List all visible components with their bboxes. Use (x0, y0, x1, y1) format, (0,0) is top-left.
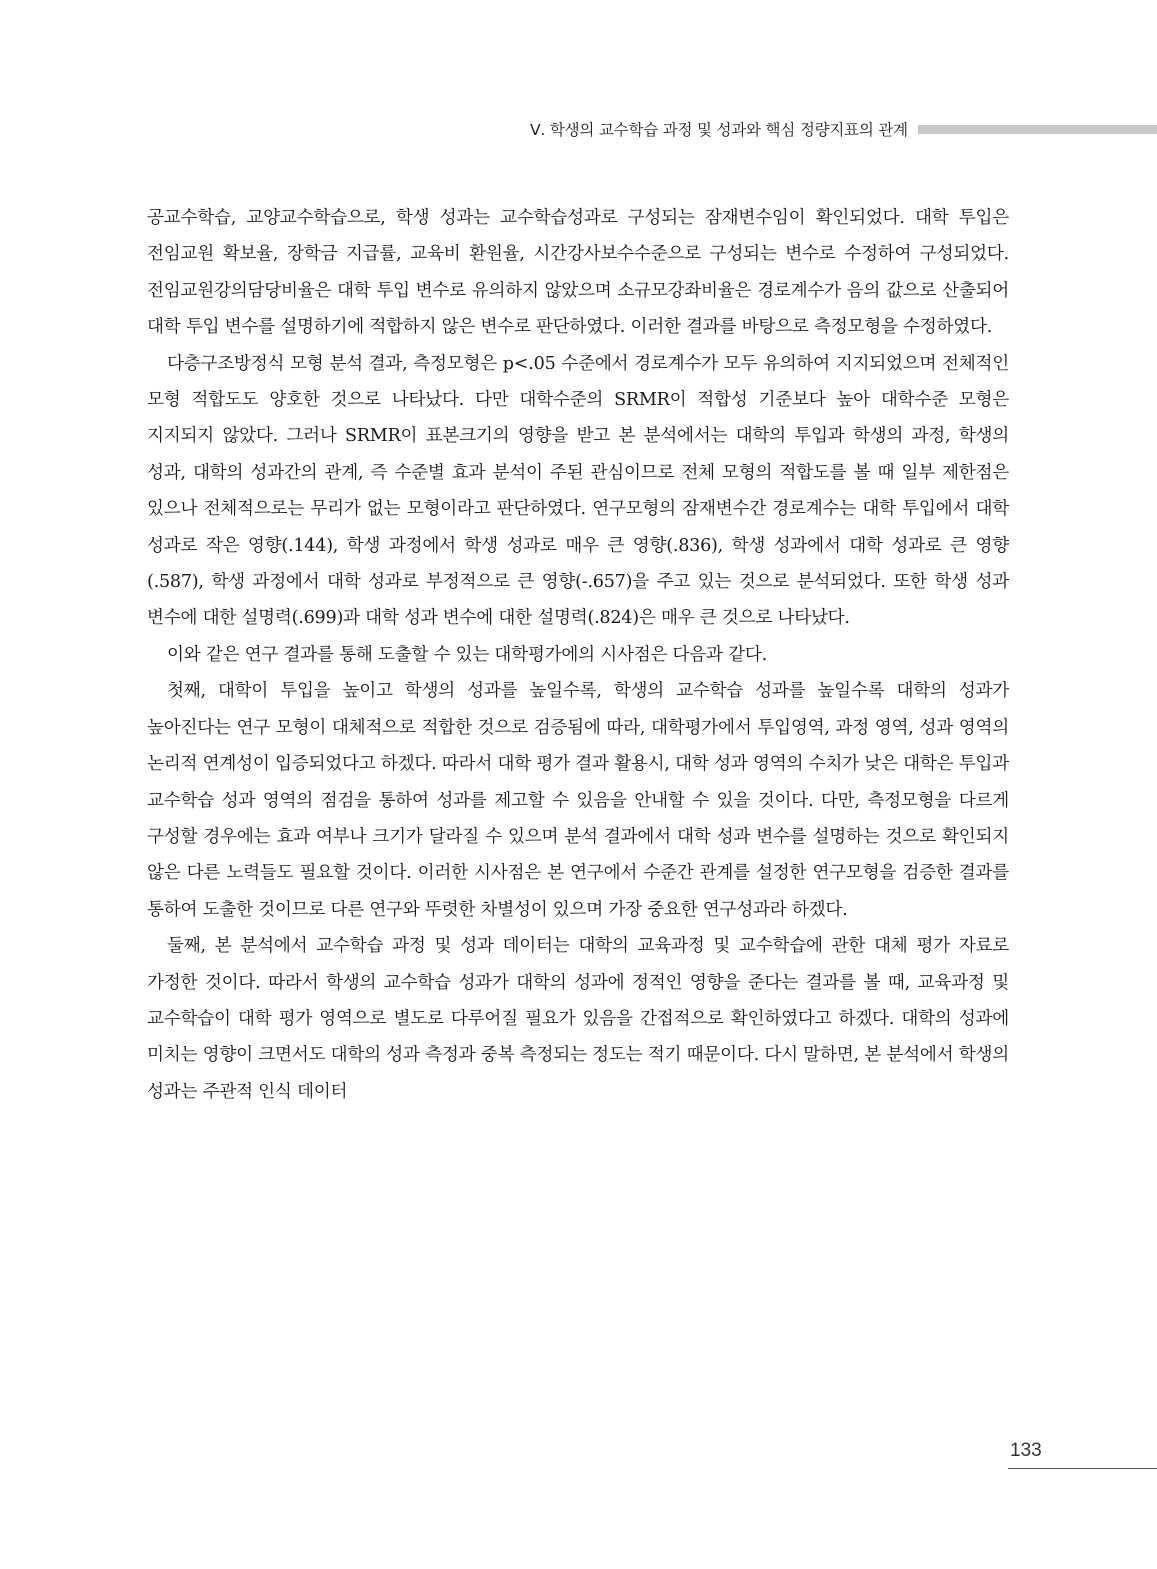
header-rule-bar (918, 125, 1157, 134)
running-header (530, 114, 1157, 144)
page-number: 133 (1008, 1438, 1157, 1469)
paragraph-implications-intro: 이와 같은 연구 결과를 통해 도출할 수 있는 대학평가에의 시사점은 다음과 같다. (167, 644, 767, 665)
paragraph-first-implication: 첫째, 대학이 투입을 높이고 학생의 성과를 높일수록, 학생의 교수학습 성과를 높일수록 대학의 성과가 높아진다는 연구 모형이 대체적으로 적합한 것으로 검증됨에 따라, 대학평가에서 투입영역, 과정 영역, 성과 영역의 논리적 연계성이 입증되었다고 하겠다. 따라서 대학 평가 결과 활용시, 대학 성과 영역의 수치가 낮은 대학은 투입과 교수학습 성과 영역의 점검을 통하여 성과를 제고할 수 있음을 안내할 수 있을 것이다. 다만, 측정모형을 다르게 구성할 경우에는 효과 여부나 크기가 달라질 수 있으며 분석 결과에서 대학 성과 변수를 설명하는 것으로 확인되지 않은 다른 노력들도 필요할 것이다. 이러한 시사점은 본 연구에서 수준간 관계를 설정한 연구모형을 검증한 결과를 통하여 도출한 것이므로 다른 연구와 뚜렷한 차별성이 있으며 가장 중요한 연구성과라 하겠다. (147, 681, 1010, 920)
chapter-title: Ⅴ. 학생의 교수학습 과정 및 성과와 핵심 정량지표의 관계 (530, 121, 908, 139)
paragraph-analysis-results: 다층구조방정식 모형 분석 결과, 측정모형은 p<.05 수준에서 경로계수가 모두 유의하여 지지되었으며 전체적인 모형 적합도도 양호한 것으로 나타났다. 다만 대학수준의 SRMR이 적합성 기준보다 높아 대학수준 모형은 지지되지 않았다. 그러나 SRMR이 표본크기의 영향을 받고 본 분석에서는 대학의 투입과 학생의 과정, 학생의 성과, 대학의 성과간의 관계, 즉 수준별 효과 분석이 주된 관심이므로 전체 모형의 적합도를 볼 때 일부 제한점은 있으나 전체적으로는 무리가 없는 모형이라고 판단하였다. 연구모형의 잠재변수간 경로계수는 대학 투입에서 대학 성과로 작은 영향(.144), 학생 과정에서 학생 성과로 매우 큰 영향(.836), 학생 성과에서 대학 성과로 큰 영향(.587), 학생 과정에서 대학 성과로 부정적으로 큰 영향(-.657)을 주고 있는 것으로 분석되었다. 또한 학생 성과 변수에 대한 설명력(.699)과 대학 성과 변수에 대한 설명력(.824)은 매우 큰 것으로 나타났다. (147, 353, 1009, 629)
paragraph-continuation: 공교수학습, 교양교수학습으로, 학생 성과는 교수학습성과로 구성되는 잠재변수임이 확인되었다. 대학 투입은 전임교원 확보율, 장학금 지급률, 교육비 환원율, 시간강사보수수준으로 구성되는 변수로 수정하여 구성되었다. 전임교원강의담당비율은 대학 투입 변수로 유의하지 않았으며 소규모강좌비율은 경로계수가 음의 값으로 산출되어 대학 투입 변수를 설명하기에 적합하지 않은 변수로 판단하였다. 이러한 결과를 바탕으로 측정모형을 수정하였다. (147, 208, 1009, 338)
body-text (147, 200, 1009, 1110)
paragraph-second-implication: 둘째, 본 분석에서 교수학습 과정 및 성과 데이터는 대학의 교육과정 및 교수학습에 관한 대체 평가 자료로 가정한 것이다. 따라서 학생의 교수학습 성과가 대학의 성과에 정적인 영향을 준다는 결과를 볼 때, 교육과정 및 교수학습이 대학 평가 영역으로 별도로 다루어질 필요가 있음을 간접적으로 확인하였다고 하겠다. 대학의 성과에 미치는 영향이 크면서도 대학의 성과 측정과 중복 측정되는 정도는 적기 때문이다. 다시 말하면, 본 분석에서 학생의 성과는 주관적 인식 데이터 (147, 936, 1009, 1102)
